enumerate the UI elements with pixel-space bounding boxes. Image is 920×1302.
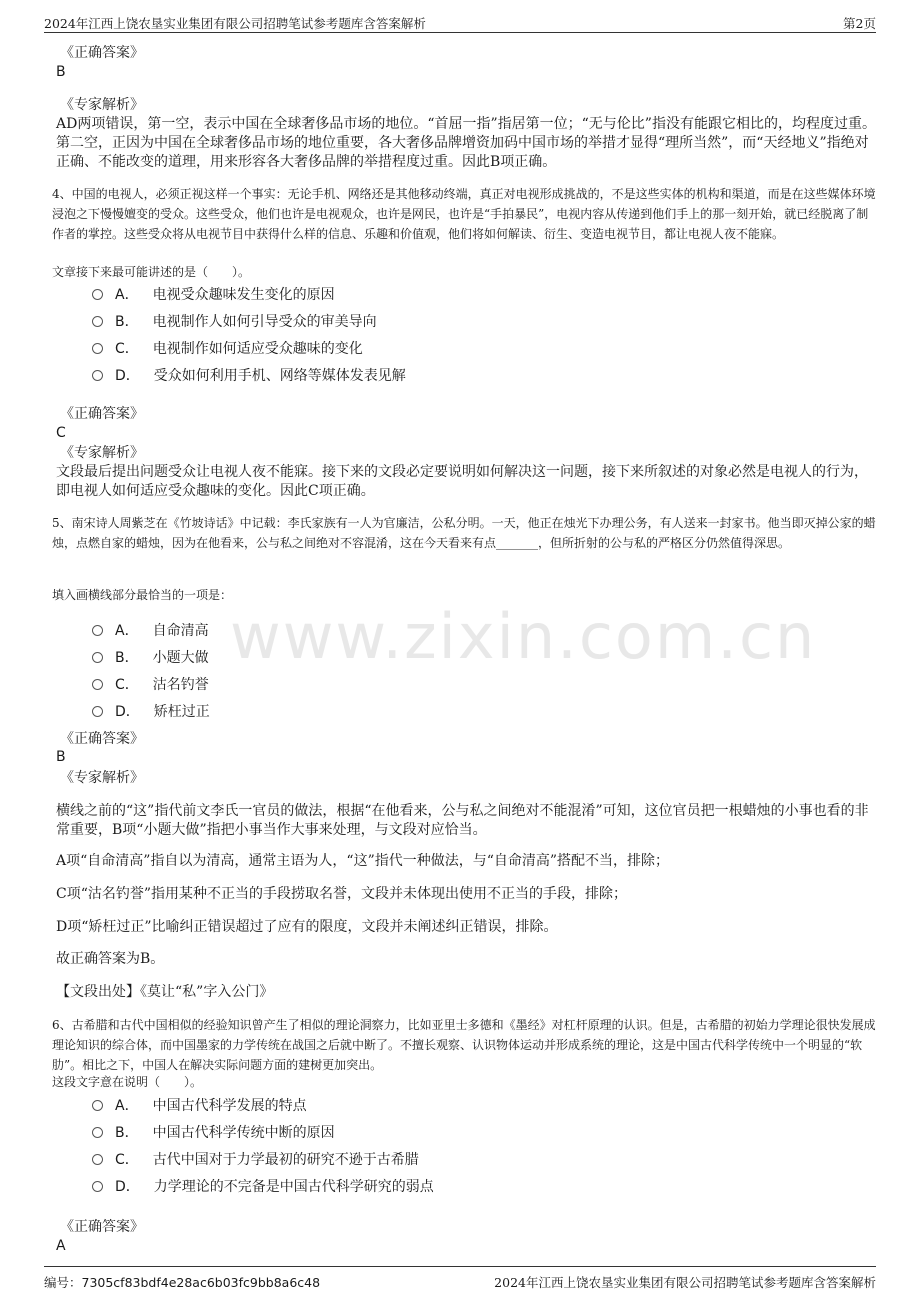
radio-icon[interactable] (92, 370, 103, 381)
question-stem: 6、古希腊和古代中国相似的经验知识曾产生了相似的理论洞察力，比如亚里士多德和《墨经》对杠杆原理的认识。但是，古希腊的初始力学理论很快发展成理论知识的综合体，而中国墨家的力学传统在战国之后就中断了。不擅长观察、认识物体运动并形成系统的理论，这是中国古代科学传统中一个明显的“软肋”。相比之下，中国人在解决实际问题方面的建树更加突出。 (52, 1018, 876, 1072)
analysis-paragraph: D项“矫枉过正”比喻纠正错误超过了应有的限度，文段并未阐述纠正错误，排除。 (56, 919, 558, 935)
option-c[interactable]: C． 电视制作如何适应受众趣味的变化 (92, 338, 363, 360)
analysis-label: 《专家解析》 (60, 770, 144, 786)
analysis-paragraph: 横线之前的“这”指代前文李氏一官员的做法，根据“在他看来，公与私之间绝对不能混淆”可知，这位官员把一根蜡烛的小事也看的非常重要，B项“小题大做”指把小事当作大事来处理，与文段对应恰当。 (56, 803, 869, 838)
analysis-text: 文段最后提出问题受众让电视人夜不能寐。接下来的文段必定要说明如何解决这一问题，接下来所叙述的对象必然是电视人的行为，即电视人如何适应受众趣味的变化。因此C项正确。 (56, 464, 868, 499)
page-footer (44, 1266, 876, 1291)
analysis-paragraph: 故正确答案为B。 (56, 951, 165, 967)
radio-icon[interactable] (92, 652, 103, 663)
radio-icon[interactable] (92, 679, 103, 690)
radio-icon[interactable] (92, 625, 103, 636)
answer-value: C (56, 425, 66, 441)
analysis-paragraph: C项“沽名钓誉”指用某种不正当的手段捞取名誉，文段并未体现出使用不正当的手段，排除； (56, 886, 628, 902)
option-c[interactable]: C． 古代中国对于力学最初的研究不逊于古希腊 (92, 1149, 419, 1171)
question-prompt: 这段文字意在说明（ ）。 (52, 1075, 203, 1089)
answer-label: 《正确答案》 (60, 406, 144, 422)
answer-label: 《正确答案》 (60, 731, 144, 747)
analysis-text: AD两项错误，第一空，表示中国在全球奢侈品市场的地位。“首屈一指”指居第一位；“无与伦比”指没有能跟它相比的，均程度过重。第二空，正因为中国在全球奢侈品市场的地位重要，各大奢侈品牌增资加码中国市场的举措才显得“理所当然”，而“天经地义”指绝对正确、不能改变的道理，用来形容各大奢侈品牌的举措程度过重。因此B项正确。 (56, 116, 876, 170)
option-b[interactable]: B． 小题大做 (92, 647, 209, 669)
answer-value: A (56, 1238, 66, 1254)
question-stem: 5、南宋诗人周紫芝在《竹坡诗话》中记载：李氏家族有一人为官廉洁，公私分明。一天，他正在烛光下办理公务，有人送来一封家书。他当即灭掉公家的蜡烛，点燃自家的蜡烛，因为在他看来，公与私之间绝对不容混淆，这在今天看来有点_______，但所折射的公与私的严格区分仍然值得深思。 (52, 516, 876, 550)
option-b[interactable]: B． 电视制作人如何引导受众的审美导向 (92, 311, 377, 333)
radio-icon[interactable] (92, 1100, 103, 1111)
option-d[interactable]: D． 矫枉过正 (92, 701, 210, 723)
question-prompt: 填入画横线部分最恰当的一项是： (52, 588, 233, 602)
option-d[interactable]: D． 受众如何利用手机、网络等媒体发表见解 (92, 365, 406, 387)
answer-value: B (56, 64, 66, 80)
source-citation: 【文段出处】《莫让“私”字入公门》 (56, 984, 274, 1000)
radio-icon[interactable] (92, 1154, 103, 1165)
page-header (44, 10, 876, 33)
document-code: 编号：7305cf83bdf4e28ac6b03fc9bb8a6c48 (44, 1275, 321, 1290)
answer-value: B (56, 749, 66, 765)
radio-icon[interactable] (92, 706, 103, 717)
question-stem: 4、中国的电视人，必须正视这样一个事实：无论手机、网络还是其他移动终端，真正对电视形成挑战的，不是这些实体的机构和渠道，而是在这些媒体环境浸泡之下慢慢嬗变的受众。这些受众，他们也许是电视观众，也许是网民，也许是“手拍暴民”，电视内容从传递到他们手上的那一刻开始，就已经脱离了制作者的掌控。这些受众将从电视节目中获得什么样的信息、乐趣和价值观，他们将如何解读、衍生、变造电视节目，都让电视人夜不能寐。 (52, 187, 876, 241)
watermark: www.zixin.com.cn (230, 600, 817, 673)
radio-icon[interactable] (92, 343, 103, 354)
option-a[interactable]: A． 电视受众趣味发生变化的原因 (92, 284, 335, 306)
radio-icon[interactable] (92, 1127, 103, 1138)
footer-title: 2024年江西上饶农垦实业集团有限公司招聘笔试参考题库含答案解析 (494, 1275, 876, 1290)
option-d[interactable]: D． 力学理论的不完备是中国古代科学研究的弱点 (92, 1176, 434, 1198)
radio-icon[interactable] (92, 289, 103, 300)
option-b[interactable]: B． 中国古代科学传统中断的原因 (92, 1122, 335, 1144)
answer-label: 《正确答案》 (60, 45, 144, 61)
analysis-paragraph: A项“自命清高”指自以为清高，通常主语为人，“这”指代一种做法，与“自命清高”搭配不当，排除； (56, 853, 670, 869)
option-a[interactable]: A． 自命清高 (92, 620, 209, 642)
answer-label: 《正确答案》 (60, 1219, 144, 1235)
page-number: 第2页 (843, 16, 876, 31)
header-title: 2024年江西上饶农垦实业集团有限公司招聘笔试参考题库含答案解析 (44, 16, 426, 31)
option-c[interactable]: C． 沽名钓誉 (92, 674, 209, 696)
option-a[interactable]: A． 中国古代科学发展的特点 (92, 1095, 307, 1117)
radio-icon[interactable] (92, 316, 103, 327)
analysis-label: 《专家解析》 (60, 445, 144, 461)
analysis-label: 《专家解析》 (60, 97, 144, 113)
question-prompt: 文章接下来最可能讲述的是（ ）。 (52, 265, 251, 279)
radio-icon[interactable] (92, 1181, 103, 1192)
